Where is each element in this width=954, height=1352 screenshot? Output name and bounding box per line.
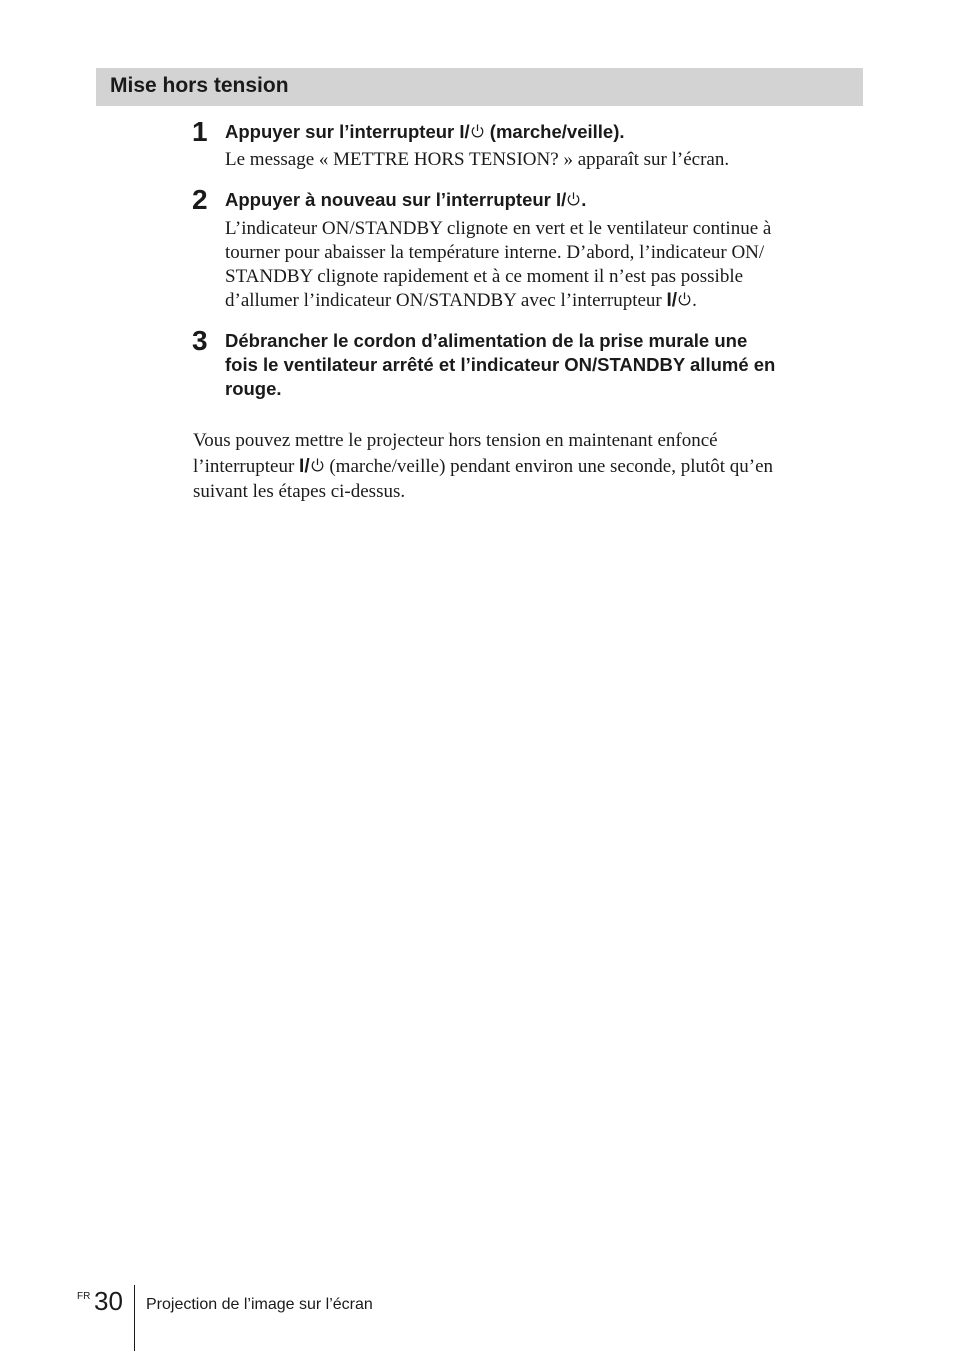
- power-standby-icon: [677, 291, 692, 307]
- step-body: [225, 217, 865, 313]
- note-line: Vous pouvez mettre le projecteur hors tension en maintenant enfoncé: [193, 430, 718, 451]
- body-line: d’allumer l’indicateur ON/STANDBY avec l’interrupteur I/ .: [225, 290, 697, 311]
- body-line: L’indicateur ON/STANDBY clignote en vert et le ventilateur continue à: [225, 218, 772, 239]
- step-heading: Appuyer à nouveau sur l’interrupteur I/ .: [225, 189, 587, 210]
- footer-language-code: FR: [77, 1291, 91, 1302]
- section-title: Mise hors tension: [110, 74, 289, 97]
- step-heading: Appuyer sur l’interrupteur I/ (marche/veille).: [225, 121, 625, 142]
- body-line: tourner pour abaisser la température interne. D’abord, l’indicateur ON/: [225, 242, 765, 263]
- step-body: Le message « METTRE HORS TENSION? » apparaît sur l’écran.: [225, 149, 730, 170]
- step-1: [192, 118, 862, 178]
- body-line: STANDBY clignote rapidement et à ce moment il n’est pas possible: [225, 266, 744, 287]
- step-3: [192, 327, 862, 407]
- step-2: [192, 186, 862, 316]
- step-number: 1: [192, 116, 208, 147]
- page-number: 30: [94, 1286, 123, 1316]
- note-line: suivant les étapes ci-dessus.: [193, 481, 406, 502]
- note-line: l’interrupteur I/ (marche/veille) pendant environ une seconde, plutôt qu’en: [193, 455, 774, 477]
- power-standby-icon: [566, 191, 581, 207]
- section-header: [96, 68, 863, 106]
- step-heading: Débrancher le cordon d’alimentation de la prise murale une fois le ventilateur arrêté et l’indicateur ON/STANDBY allumé en rouge.: [225, 330, 776, 399]
- footer-chapter-title: Projection de l’image sur l’écran: [146, 1296, 373, 1313]
- power-standby-icon: [310, 457, 325, 473]
- step-number: 3: [192, 325, 208, 356]
- step-number: 2: [192, 184, 208, 215]
- footer-divider: [134, 1285, 135, 1351]
- power-standby-icon: [470, 123, 485, 139]
- note-paragraph: [193, 428, 863, 505]
